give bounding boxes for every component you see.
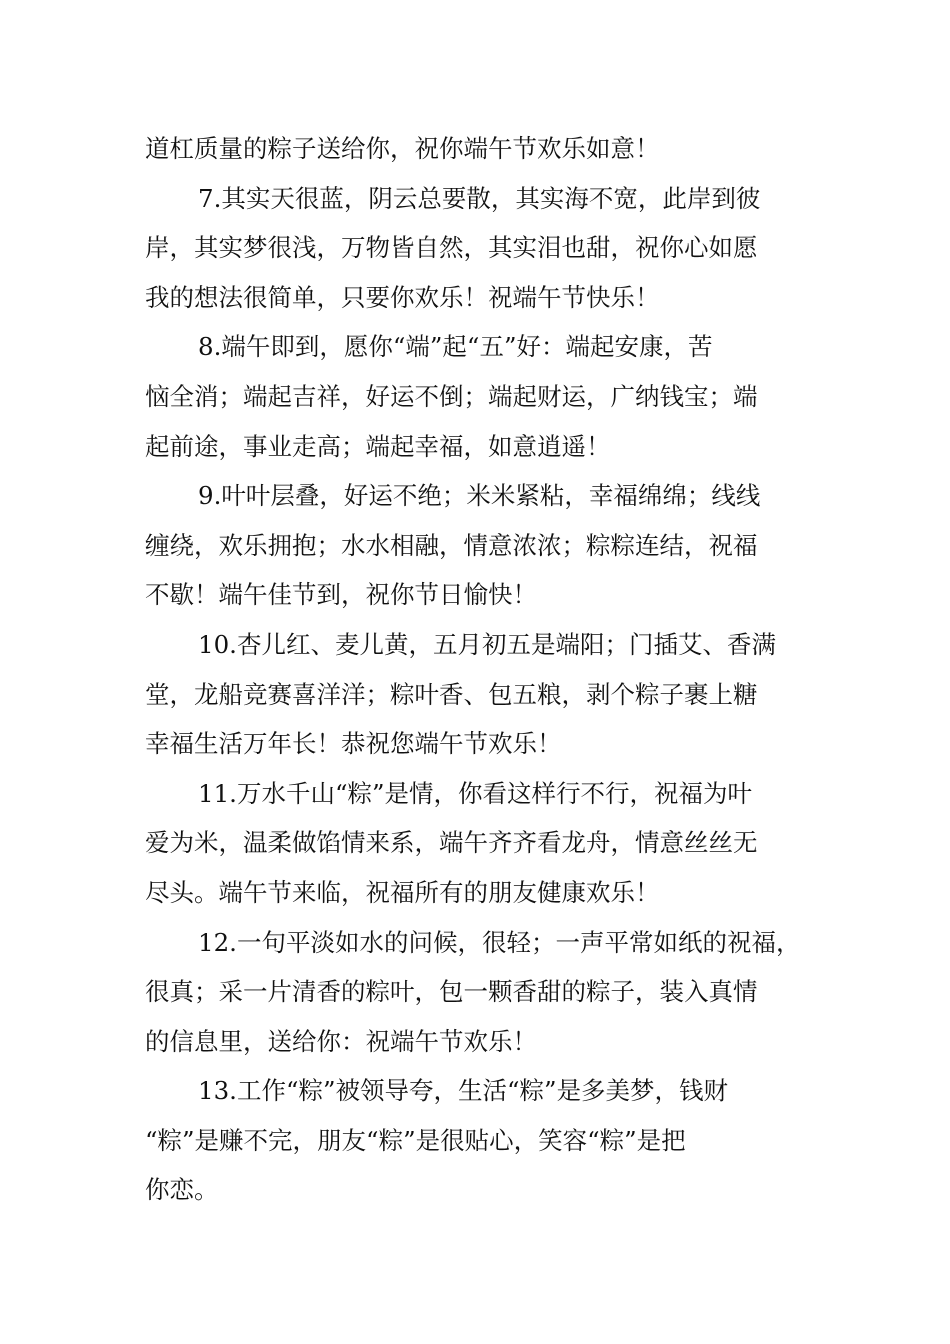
- text-line: 爱为米，温柔做馅情来系，端午齐齐看龙舟，情意丝丝无: [145, 828, 758, 858]
- text-line: 9.叶叶层叠，好运不绝；米米紧粘，幸福绵绵；线线: [198, 481, 761, 511]
- text-line: 的信息里，送给你：祝端午节欢乐！: [145, 1026, 537, 1056]
- text-line: 我的想法很简单，只要你欢乐！祝端午节快乐！: [145, 282, 660, 312]
- text-line: 缠绕，欢乐拥抱；水水相融，情意浓浓；粽粽连结，祝福: [145, 530, 758, 560]
- text-line: 堂，龙船竞赛喜洋洋；粽叶香、包五粮，剥个粽子裹上糖: [145, 679, 758, 709]
- text-line: 13.工作“粽”被领导夸，生活“粽”是多美梦，钱财: [198, 1076, 729, 1106]
- paragraph-12: [145, 918, 835, 1067]
- paragraph-6-tail: [145, 124, 835, 174]
- text-line: 11.万水千山“粽”是情，你看这样行不行，祝福为叶: [198, 778, 753, 808]
- text-line: 很真；采一片清香的粽叶，包一颗香甜的粽子，装入真情: [145, 977, 758, 1007]
- text-line: 起前途，事业走高；端起幸福，如意逍遥！: [145, 431, 611, 461]
- text-line: 8.端午即到，愿你“端”起“五”好：端起安康，苦: [198, 332, 713, 362]
- text-line: 道杠质量的粽子送给你，祝你端午节欢乐如意！: [145, 134, 660, 163]
- text-line: 7.其实天很蓝，阴云总要散，其实海不宽，此岸到彼: [198, 183, 761, 213]
- text-line: 恼全消；端起吉祥，好运不倒；端起财运，广纳钱宝；端: [145, 381, 758, 411]
- paragraph-13: [145, 1066, 835, 1215]
- text-line: 10.杏儿红、麦儿黄，五月初五是端阳；门插艾、香满: [198, 629, 776, 659]
- paragraph-11: [145, 769, 835, 918]
- text-line: 不歇！端午佳节到，祝你节日愉快！: [145, 580, 537, 610]
- paragraph-7: [145, 174, 835, 323]
- text-line: 12.一句平淡如水的问候，很轻；一声平常如纸的祝福，: [198, 927, 801, 957]
- paragraph-9: [145, 471, 835, 620]
- paragraph-8: [145, 322, 835, 471]
- text-line: “粽”是赚不完，朋友“粽”是很贴心，笑容“粽”是把: [145, 1125, 686, 1155]
- document-body: [145, 124, 835, 1215]
- text-line: 你恋。: [145, 1175, 219, 1205]
- text-line: 幸福生活万年长！恭祝您端午节欢乐！: [145, 729, 562, 759]
- text-line: 尽头。端午节来临，祝福所有的朋友健康欢乐！: [145, 877, 660, 907]
- text-line: 岸，其实梦很浅，万物皆自然，其实泪也甜，祝你心如愿: [145, 233, 758, 263]
- paragraph-10: [145, 620, 835, 769]
